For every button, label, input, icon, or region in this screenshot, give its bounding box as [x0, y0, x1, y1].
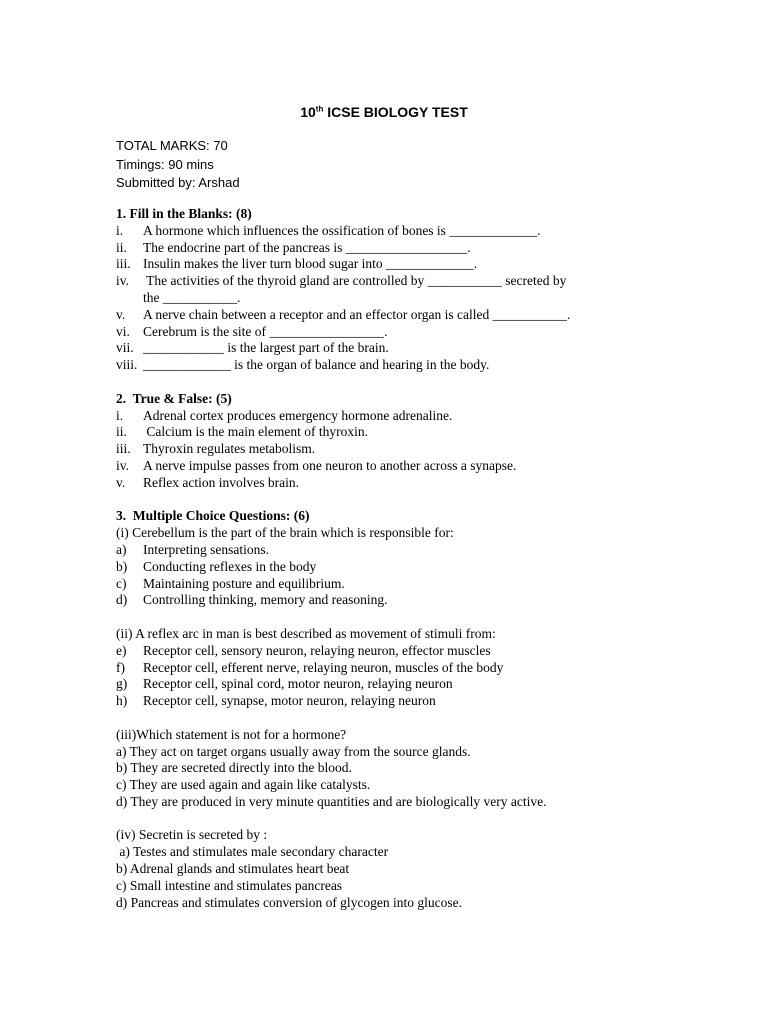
- list-item: [116, 324, 646, 341]
- spacer: [116, 811, 646, 828]
- item-number: i.: [116, 222, 124, 238]
- item-text: Calcium is the main element of thyroxin.: [143, 424, 368, 440]
- list-item: [116, 340, 646, 357]
- item-number: vii.: [116, 340, 134, 356]
- option-letter: g): [116, 676, 128, 692]
- list-item: [116, 592, 646, 609]
- mcq-question: (ii) A reflex arc in man is best described as movement of stimuli from:: [116, 625, 496, 641]
- option-text: Receptor cell, efferent nerve, relaying neuron, muscles of the body: [143, 659, 504, 675]
- option-line: d) Pancreas and stimulates conversion of glycogen into glucose.: [116, 894, 463, 910]
- list-item: [116, 676, 646, 693]
- option-line: a) Testes and stimulates male secondary character: [116, 844, 389, 860]
- page-title: [0, 104, 768, 120]
- list-item: [116, 307, 646, 324]
- item-text: Insulin makes the liver turn blood sugar into _____________.: [143, 256, 478, 272]
- list-item: [116, 223, 646, 240]
- item-number: v.: [116, 474, 126, 490]
- item-text: A hormone which influences the ossification of bones is _____________.: [143, 222, 541, 238]
- item-text: Adrenal cortex produces emergency hormone adrenaline.: [143, 407, 453, 423]
- spacer: [116, 710, 646, 727]
- item-number: iii.: [116, 256, 131, 272]
- option-line: d) They are produced in very minute quantities and are biologically very active.: [116, 793, 547, 809]
- list-item: [116, 458, 646, 475]
- mcq-question: (iii)Which statement is not for a hormone?: [116, 726, 347, 742]
- option-letter: e): [116, 642, 127, 658]
- list-item: [116, 424, 646, 441]
- test-body: [116, 206, 646, 911]
- option-text: Maintaining posture and equilibrium.: [143, 575, 345, 591]
- item-number: iii.: [116, 441, 131, 457]
- item-text: The endocrine part of the pancreas is __________________.: [143, 239, 471, 255]
- option-text: Conducting reflexes in the body: [143, 558, 317, 574]
- item-text: Cerebrum is the site of _________________.: [143, 323, 388, 339]
- option-text: Receptor cell, synapse, motor neuron, relaying neuron: [143, 693, 436, 709]
- list-item: [116, 660, 646, 677]
- option-letter: d): [116, 592, 128, 608]
- title-number: 10: [300, 104, 316, 120]
- option-text: Interpreting sensations.: [143, 541, 269, 557]
- list-item: [116, 693, 646, 710]
- submitted-by: Submitted by: Arshad: [116, 175, 240, 190]
- mcq-question: (i) Cerebellum is the part of the brain which is responsible for:: [116, 525, 454, 541]
- test-meta: [116, 137, 240, 193]
- item-text: A nerve chain between a receptor and an effector organ is called ___________.: [143, 306, 571, 322]
- spacer: [116, 374, 646, 391]
- item-number: iv.: [116, 273, 129, 289]
- option-line: c) Small intestine and stimulates pancreas: [116, 877, 343, 893]
- option-text: Receptor cell, sensory neuron, relaying neuron, effector muscles: [143, 642, 491, 658]
- timings: Timings: 90 mins: [116, 156, 214, 172]
- list-item: [116, 542, 646, 559]
- list-item: [116, 559, 646, 576]
- list-item: [116, 576, 646, 593]
- section-fill-blanks-heading: 1. Fill in the Blanks: (8): [116, 206, 252, 221]
- list-item: [116, 273, 646, 290]
- list-item: [116, 408, 646, 425]
- mcq-question: (iv) Secretin is secreted by :: [116, 827, 268, 843]
- item-text: A nerve impulse passes from one neuron to another across a synapse.: [143, 457, 517, 473]
- option-text: Receptor cell, spinal cord, motor neuron, relaying neuron: [143, 676, 453, 692]
- item-number: ii.: [116, 239, 127, 255]
- list-item: [116, 256, 646, 273]
- item-number: i.: [116, 407, 124, 423]
- spacer: [116, 609, 646, 626]
- option-letter: c): [116, 575, 127, 591]
- item-number: ii.: [116, 424, 127, 440]
- section-true-false-heading: 2. True & False: (5): [116, 390, 232, 406]
- list-item: [116, 643, 646, 660]
- item-number: viii.: [116, 357, 138, 373]
- option-text: Controlling thinking, memory and reasoning.: [143, 592, 388, 608]
- option-letter: f): [116, 659, 125, 675]
- title-text: ICSE BIOLOGY TEST: [323, 104, 468, 120]
- option-line: c) They are used again and again like catalysts.: [116, 777, 371, 793]
- item-number: v.: [116, 306, 126, 322]
- item-continuation: the ___________.: [143, 289, 241, 305]
- section-mcq-heading: 3. Multiple Choice Questions: (6): [116, 508, 310, 524]
- list-item: [116, 441, 646, 458]
- item-text: Thyroxin regulates metabolism.: [143, 441, 316, 457]
- item-text: Reflex action involves brain.: [143, 474, 299, 490]
- item-number: vi.: [116, 323, 130, 339]
- option-letter: b): [116, 558, 128, 574]
- item-text: _____________ is the organ of balance and hearing in the body.: [143, 357, 490, 373]
- list-item: [116, 357, 646, 374]
- list-item: [116, 240, 646, 257]
- option-letter: h): [116, 693, 128, 709]
- title-superscript: th: [315, 104, 324, 114]
- item-text: ____________ is the largest part of the brain.: [143, 340, 389, 356]
- option-letter: a): [116, 541, 127, 557]
- item-number: iv.: [116, 457, 129, 473]
- option-line: a) They act on target organs usually away from the source glands.: [116, 743, 471, 759]
- option-line: b) They are secreted directly into the blood.: [116, 760, 352, 776]
- spacer: [116, 492, 646, 509]
- option-line: b) Adrenal glands and stimulates heart beat: [116, 861, 350, 877]
- item-text: The activities of the thyroid gland are controlled by ___________ secreted by: [143, 273, 567, 289]
- list-item: [116, 475, 646, 492]
- total-marks: TOTAL MARKS: 70: [116, 138, 228, 153]
